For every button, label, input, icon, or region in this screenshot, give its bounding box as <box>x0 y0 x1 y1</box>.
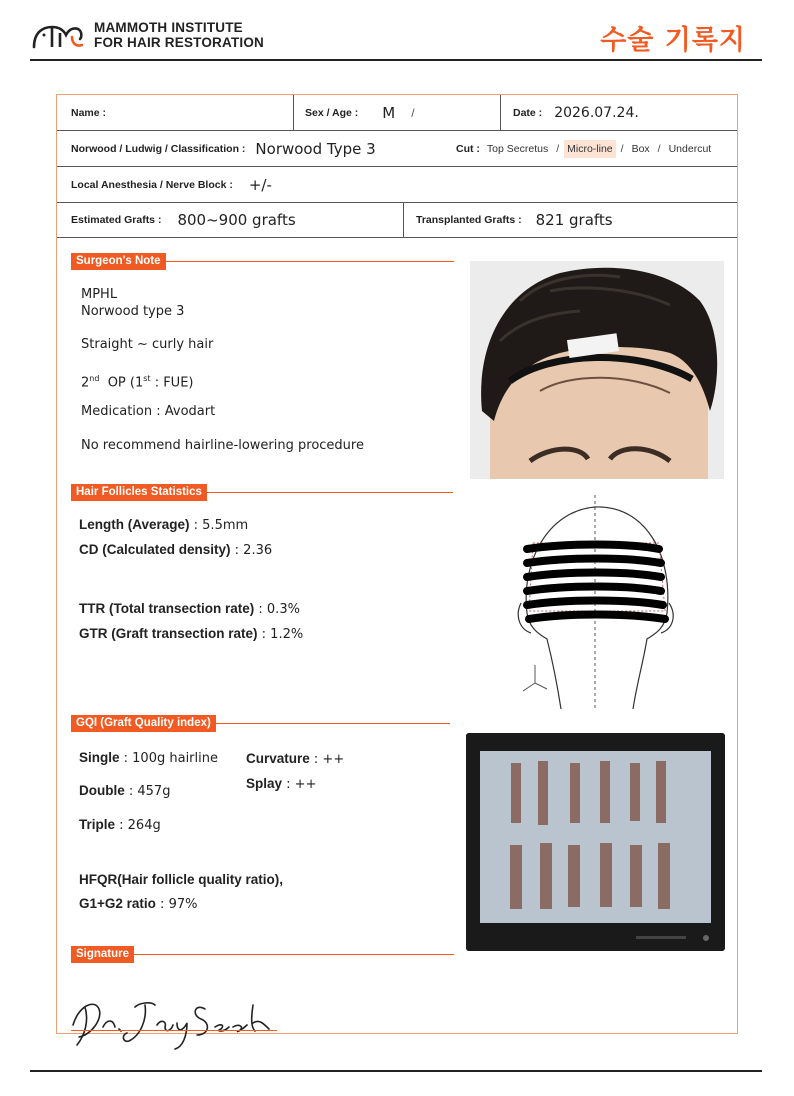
divider <box>403 202 404 237</box>
patient-hairline-photo <box>470 261 724 479</box>
mammoth-logo-icon <box>30 19 88 51</box>
transplanted-grafts-label: Transplanted Grafts : <box>416 213 522 226</box>
document-title: 수술 기록지 <box>600 25 746 56</box>
triple-stat: Triple : 264g <box>79 817 161 833</box>
note-line: MPHL <box>81 287 118 302</box>
name-label: Name : <box>71 106 107 119</box>
note-line: No recommend hairline-lowering procedure <box>81 438 364 453</box>
signature-underline <box>71 1030 277 1031</box>
double-stat: Double : 457g <box>79 783 171 799</box>
hfqr-stat: HFQR(Hair follicle quality ratio), <box>79 872 284 887</box>
date-label: Date : <box>513 106 543 119</box>
divider <box>293 95 294 130</box>
transplanted-grafts-field[interactable]: 821 grafts <box>535 210 613 229</box>
sex-age-label: Sex / Age : <box>305 106 359 119</box>
hair-follicles-statistics-heading: Hair Follicles Statistics <box>71 483 453 501</box>
logo-line-2: FOR HAIR RESTORATION <box>94 35 265 50</box>
signature-image <box>65 985 285 1055</box>
cd-stat: CD (Calculated density) : 2.36 <box>79 542 273 558</box>
cut-option-box[interactable]: Box <box>631 142 650 155</box>
single-stat: Single : 100g hairline <box>79 750 218 766</box>
cut-option-undercut[interactable]: Undercut <box>668 142 712 155</box>
graft-microscope-photo <box>466 733 725 951</box>
classification-label: Norwood / Ludwig / Classification : <box>71 142 246 155</box>
anesthesia-field[interactable]: +/- <box>248 175 272 194</box>
info-row-anesthesia <box>57 167 737 203</box>
cut-option-micro-line[interactable]: Micro-line <box>564 140 616 158</box>
bottom-rule <box>30 1070 762 1072</box>
note-line-op: 2nd OP (1st : FUE) <box>81 374 194 391</box>
gtr-stat: GTR (Graft transection rate) : 1.2% <box>79 626 304 642</box>
logo-line-1: MAMMOTH INSTITUTE <box>94 20 243 35</box>
info-row-name <box>57 95 737 131</box>
splay-stat: Splay : ++ <box>246 776 317 792</box>
anesthesia-label: Local Anesthesia / Nerve Block : <box>71 178 233 191</box>
note-line: Norwood type 3 <box>81 304 185 319</box>
divider <box>500 95 501 130</box>
cut-option-top-secretus[interactable]: Top Secretus <box>486 142 549 155</box>
surgeons-note-heading: Surgeon's Note <box>71 252 454 270</box>
sex-field[interactable]: M <box>382 103 396 122</box>
classification-field[interactable]: Norwood Type 3 <box>255 139 376 158</box>
age-separator: / <box>411 105 415 120</box>
note-line: Straight ~ curly hair <box>81 337 214 352</box>
info-row-classification <box>57 131 737 167</box>
institute-logo <box>30 18 280 52</box>
date-field[interactable]: 2026.07.24. <box>554 104 639 121</box>
length-stat: Length (Average) : 5.5mm <box>79 517 249 533</box>
cut-label: Cut : <box>456 142 480 155</box>
ttr-stat: TTR (Total transection rate) : 0.3% <box>79 601 300 617</box>
estimated-grafts-label: Estimated Grafts : <box>71 213 162 226</box>
estimated-grafts-field[interactable]: 800~900 grafts <box>177 210 296 229</box>
donor-area-head-diagram <box>497 493 707 715</box>
curvature-stat: Curvature : ++ <box>246 751 345 767</box>
top-rule <box>30 59 762 61</box>
cut-options: Top Secretus / Micro-line / Box / Undercut <box>484 140 714 158</box>
signature-heading: Signature <box>71 945 454 963</box>
info-row-grafts <box>57 202 737 238</box>
gqi-heading: GQI (Graft Quality index) <box>71 714 450 732</box>
record-form <box>56 94 738 1034</box>
g-ratio-stat: G1+G2 ratio : 97% <box>79 896 198 912</box>
note-line: Medication : Avodart <box>81 404 216 419</box>
